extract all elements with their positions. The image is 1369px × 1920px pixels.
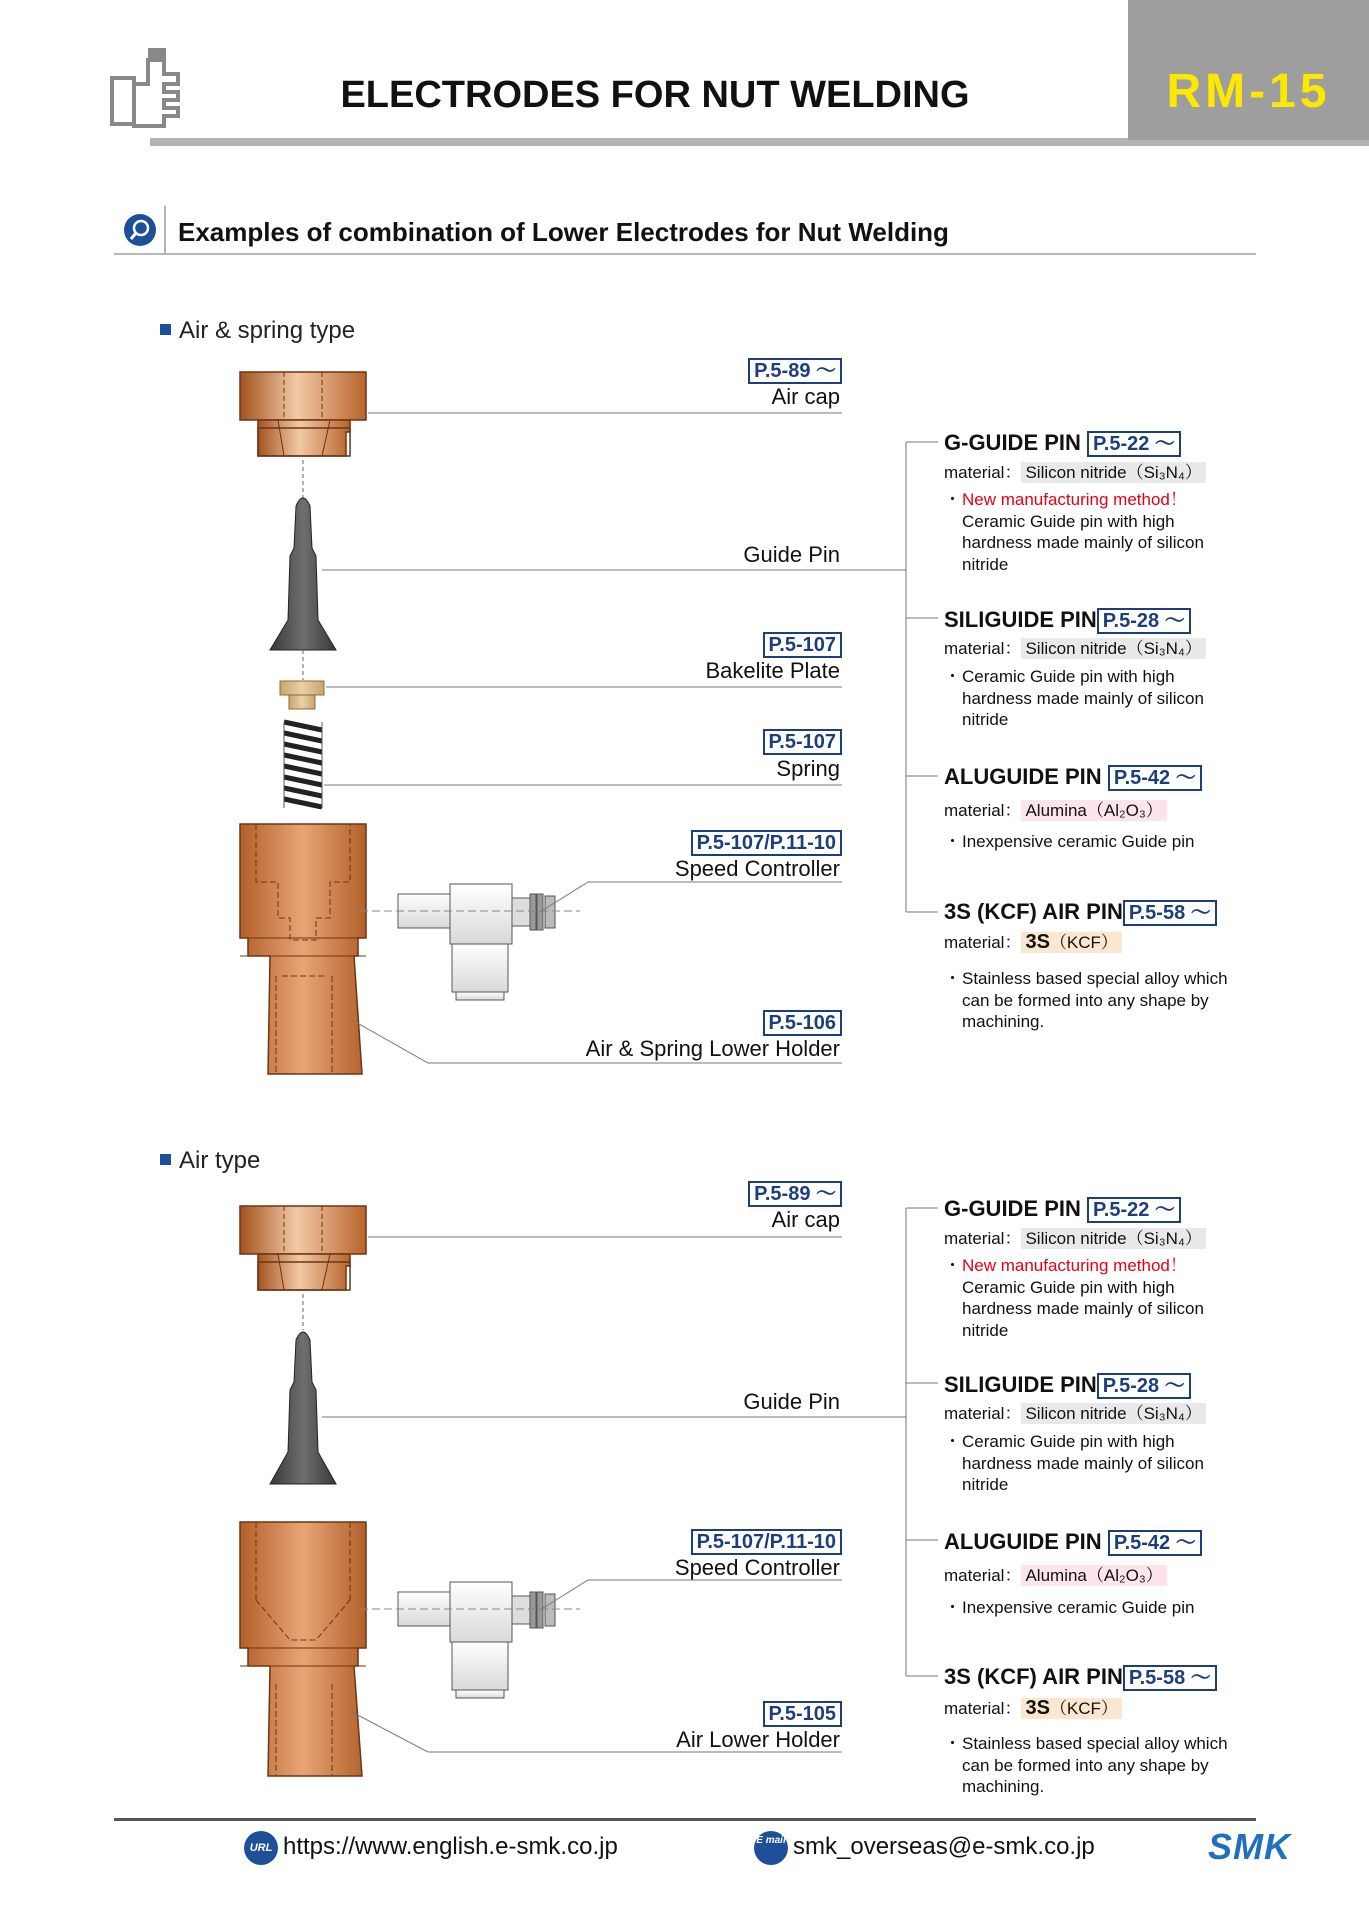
desc-line: machining. [962, 1012, 1045, 1031]
website-link[interactable]: https://www.english.e-smk.co.jp [283, 1833, 618, 1860]
desc-line: Stainless based special alloy which [962, 1734, 1228, 1753]
material-value: Alumina（Al₂O₃） [1021, 800, 1166, 821]
air-speed-controller-drawing [360, 1582, 580, 1698]
pin-aluguide-name [944, 1529, 1202, 1556]
material-label: material： [944, 933, 1022, 952]
ref-badge[interactable]: P.5-42 ～ [1108, 765, 1202, 791]
leader-lines-air-spring [322, 413, 938, 1063]
label-air-cap: Air cap [771, 384, 840, 409]
material-value: （KCF） [1049, 933, 1118, 952]
ref-speed-controller[interactable] [691, 1529, 842, 1555]
desc-line: Ceramic Guide pin with high [962, 1432, 1175, 1451]
air-spring-bakelite-plate-drawing [280, 681, 324, 709]
pin-airpin-name [944, 899, 1217, 926]
pin-siliguide-name [944, 1372, 1191, 1399]
ref-lower-holder[interactable] [763, 1701, 842, 1727]
material-label: material： [944, 1229, 1022, 1248]
ref-badge[interactable]: P.5-42 ～ [1108, 1530, 1202, 1556]
pin-siliguide-material [944, 638, 1206, 660]
label-speed-controller: Speed Controller [674, 856, 840, 881]
pin-airpin-material [944, 1697, 1122, 1720]
desc-line: hardness made mainly of silicon [962, 688, 1204, 708]
material-value-bold: 3S [1025, 931, 1050, 953]
ref-speed-controller[interactable] [691, 830, 842, 856]
ref-badge[interactable]: P.5-22 ～ [1087, 431, 1181, 457]
material-label: material： [944, 1699, 1022, 1718]
air-spring-guide-pin-drawing [270, 498, 336, 650]
ref-badge[interactable]: P.5-22 ～ [1087, 1197, 1181, 1223]
label-speed-controller: Speed Controller [674, 1555, 840, 1580]
desc-line: nitride [962, 1320, 1009, 1340]
pin-gguide-desc [944, 1255, 1244, 1341]
label-lower-holder: Air Lower Holder [676, 1727, 840, 1752]
label-guide-pin: Guide Pin [743, 1389, 840, 1414]
pin-aluguide-material [944, 1565, 1167, 1587]
air-guide-pin-drawing [270, 1332, 336, 1484]
material-label: material： [944, 801, 1022, 820]
ref-badge[interactable]: P.5-28 ～ [1097, 608, 1191, 634]
pin-aluguide-name [944, 764, 1202, 791]
material-value: Alumina（Al₂O₃） [1021, 1565, 1166, 1586]
material-label: material： [944, 463, 1022, 482]
material-value: Silicon nitride（Si₃N₄） [1021, 1228, 1205, 1249]
ref-air-cap[interactable] [748, 1181, 842, 1207]
label-spring: Spring [776, 756, 840, 781]
ref-badge[interactable]: P.5-107/P.11-10 [691, 1529, 842, 1555]
pin-name: G-GUIDE PIN [944, 1196, 1081, 1221]
type-label-text: Air type [179, 1147, 261, 1174]
desc-line: Ceramic Guide pin with high [962, 511, 1175, 531]
label-guide-pin: Guide Pin [743, 542, 840, 567]
desc-line: Inexpensive ceramic Guide pin [962, 832, 1195, 851]
type-label-air [160, 1146, 260, 1176]
material-value: （KCF） [1049, 1699, 1118, 1718]
ref-air-cap[interactable] [748, 358, 842, 384]
material-value: Silicon nitride（Si₃N₄） [1021, 1403, 1205, 1424]
bullet-square [160, 1154, 171, 1165]
desc-line: can be formed into any shape by [962, 1755, 1209, 1775]
pin-airpin-name [944, 1664, 1217, 1691]
label-lower-holder: Air & Spring Lower Holder [585, 1036, 840, 1061]
pin-siliguide-name [944, 607, 1191, 634]
ref-badge[interactable]: P.5-107 [763, 729, 842, 755]
bullet: ・ [944, 969, 961, 988]
pin-siliguide-material [944, 1403, 1206, 1425]
pin-siliguide-desc [944, 666, 1244, 731]
desc-line: hardness made mainly of silicon [962, 1299, 1204, 1318]
pin-name: ALUGUIDE PIN [944, 1529, 1102, 1554]
smk-logo: SMK [1208, 1826, 1291, 1867]
new-method-note: New manufacturing method！ [962, 1256, 1187, 1275]
ref-badge[interactable]: P.5-107/P.11-10 [691, 830, 842, 856]
air-air-cap-drawing [240, 1206, 366, 1290]
ref-badge[interactable]: P.5-106 [763, 1010, 842, 1036]
bullet: ・ [944, 832, 961, 851]
label-bakelite-plate: Bakelite Plate [705, 658, 840, 683]
pin-name: ALUGUIDE PIN [944, 764, 1102, 789]
type-label-text: Air & spring type [179, 317, 356, 344]
type-label-air-spring [160, 316, 355, 346]
desc-line: nitride [962, 1475, 1009, 1494]
pin-aluguide-desc [944, 831, 1244, 853]
bullet: ・ [944, 1598, 961, 1617]
material-value: Silicon nitride（Si₃N₄） [1021, 638, 1205, 659]
ref-badge[interactable]: P.5-58 ～ [1123, 900, 1217, 926]
ref-badge[interactable]: P.5-89 ～ [748, 358, 842, 384]
air-spring-spring-drawing [284, 722, 322, 808]
bullet: ・ [944, 1256, 961, 1275]
material-value: Silicon nitride（Si₃N₄） [1021, 462, 1205, 483]
bullet: ・ [944, 667, 961, 686]
bullet: ・ [944, 1734, 961, 1753]
label-air-cap: Air cap [771, 1207, 840, 1232]
air-lower-holder-drawing [240, 1522, 366, 1776]
pin-name: G-GUIDE PIN [944, 430, 1081, 455]
desc-line: can be formed into any shape by [962, 990, 1209, 1010]
desc-line: hardness made mainly of silicon [962, 533, 1204, 552]
desc-line: Ceramic Guide pin with high [962, 667, 1175, 686]
material-label: material： [944, 1566, 1022, 1585]
pin-name: SILIGUIDE PIN [944, 607, 1097, 632]
bullet: ・ [944, 490, 961, 509]
bullet-square [160, 324, 171, 335]
pin-name: 3S (KCF) AIR PIN [944, 1664, 1123, 1689]
desc-line: Ceramic Guide pin with high [962, 1277, 1175, 1297]
footer-rule [114, 1818, 1256, 1821]
leader-lines-air [322, 1208, 938, 1752]
material-label: material： [944, 1404, 1022, 1423]
page-title: ELECTRODES FOR NUT WELDING [340, 74, 970, 116]
desc-line: Inexpensive ceramic Guide pin [962, 1598, 1195, 1617]
url-icon: URL [244, 1831, 278, 1865]
desc-line: machining. [962, 1777, 1045, 1796]
desc-line: hardness made mainly of silicon [962, 1453, 1204, 1473]
pin-aluguide-desc [944, 1597, 1244, 1619]
pin-name: 3S (KCF) AIR PIN [944, 899, 1123, 924]
air-spring-air-cap-drawing [240, 372, 366, 456]
pin-gguide-material [944, 462, 1206, 484]
section-title: Examples of combination of Lower Electrodes for Nut Welding [178, 217, 949, 247]
ref-badge[interactable]: P.5-89 ～ [748, 1181, 842, 1207]
pin-airpin-material [944, 931, 1122, 954]
desc-line: nitride [962, 710, 1009, 729]
pin-gguide-name [944, 430, 1181, 457]
pin-gguide-desc [944, 489, 1244, 575]
air-spring-lower-holder-drawing [240, 824, 366, 1074]
pin-name: SILIGUIDE PIN [944, 1372, 1097, 1397]
email-link[interactable]: smk_overseas@e-smk.co.jp [793, 1833, 1095, 1860]
ref-bakelite-plate[interactable] [763, 632, 842, 658]
pin-airpin-desc [944, 1733, 1254, 1798]
material-label: material： [944, 639, 1022, 658]
ref-badge[interactable]: P.5-28 ～ [1097, 1373, 1191, 1399]
pin-airpin-desc [944, 968, 1254, 1033]
pin-gguide-name [944, 1196, 1181, 1223]
ref-lower-holder[interactable] [763, 1010, 842, 1036]
bullet: ・ [944, 1432, 961, 1451]
air-spring-speed-controller-drawing [360, 884, 580, 1000]
pin-aluguide-material [944, 800, 1167, 822]
material-value-bold: 3S [1025, 1697, 1050, 1719]
pin-gguide-material [944, 1228, 1206, 1250]
ref-badge[interactable]: P.5-58 ～ [1123, 1665, 1217, 1691]
page-code: RM-15 [1166, 65, 1331, 118]
pin-siliguide-desc [944, 1431, 1244, 1496]
ref-spring[interactable] [763, 729, 842, 755]
desc-line: Stainless based special alloy which [962, 969, 1228, 988]
ref-badge[interactable]: P.5-107 [763, 632, 842, 658]
ref-badge[interactable]: P.5-105 [763, 1701, 842, 1727]
new-method-note: New manufacturing method！ [962, 490, 1187, 509]
email-icon: E mail [754, 1831, 788, 1865]
desc-line: nitride [962, 554, 1009, 574]
